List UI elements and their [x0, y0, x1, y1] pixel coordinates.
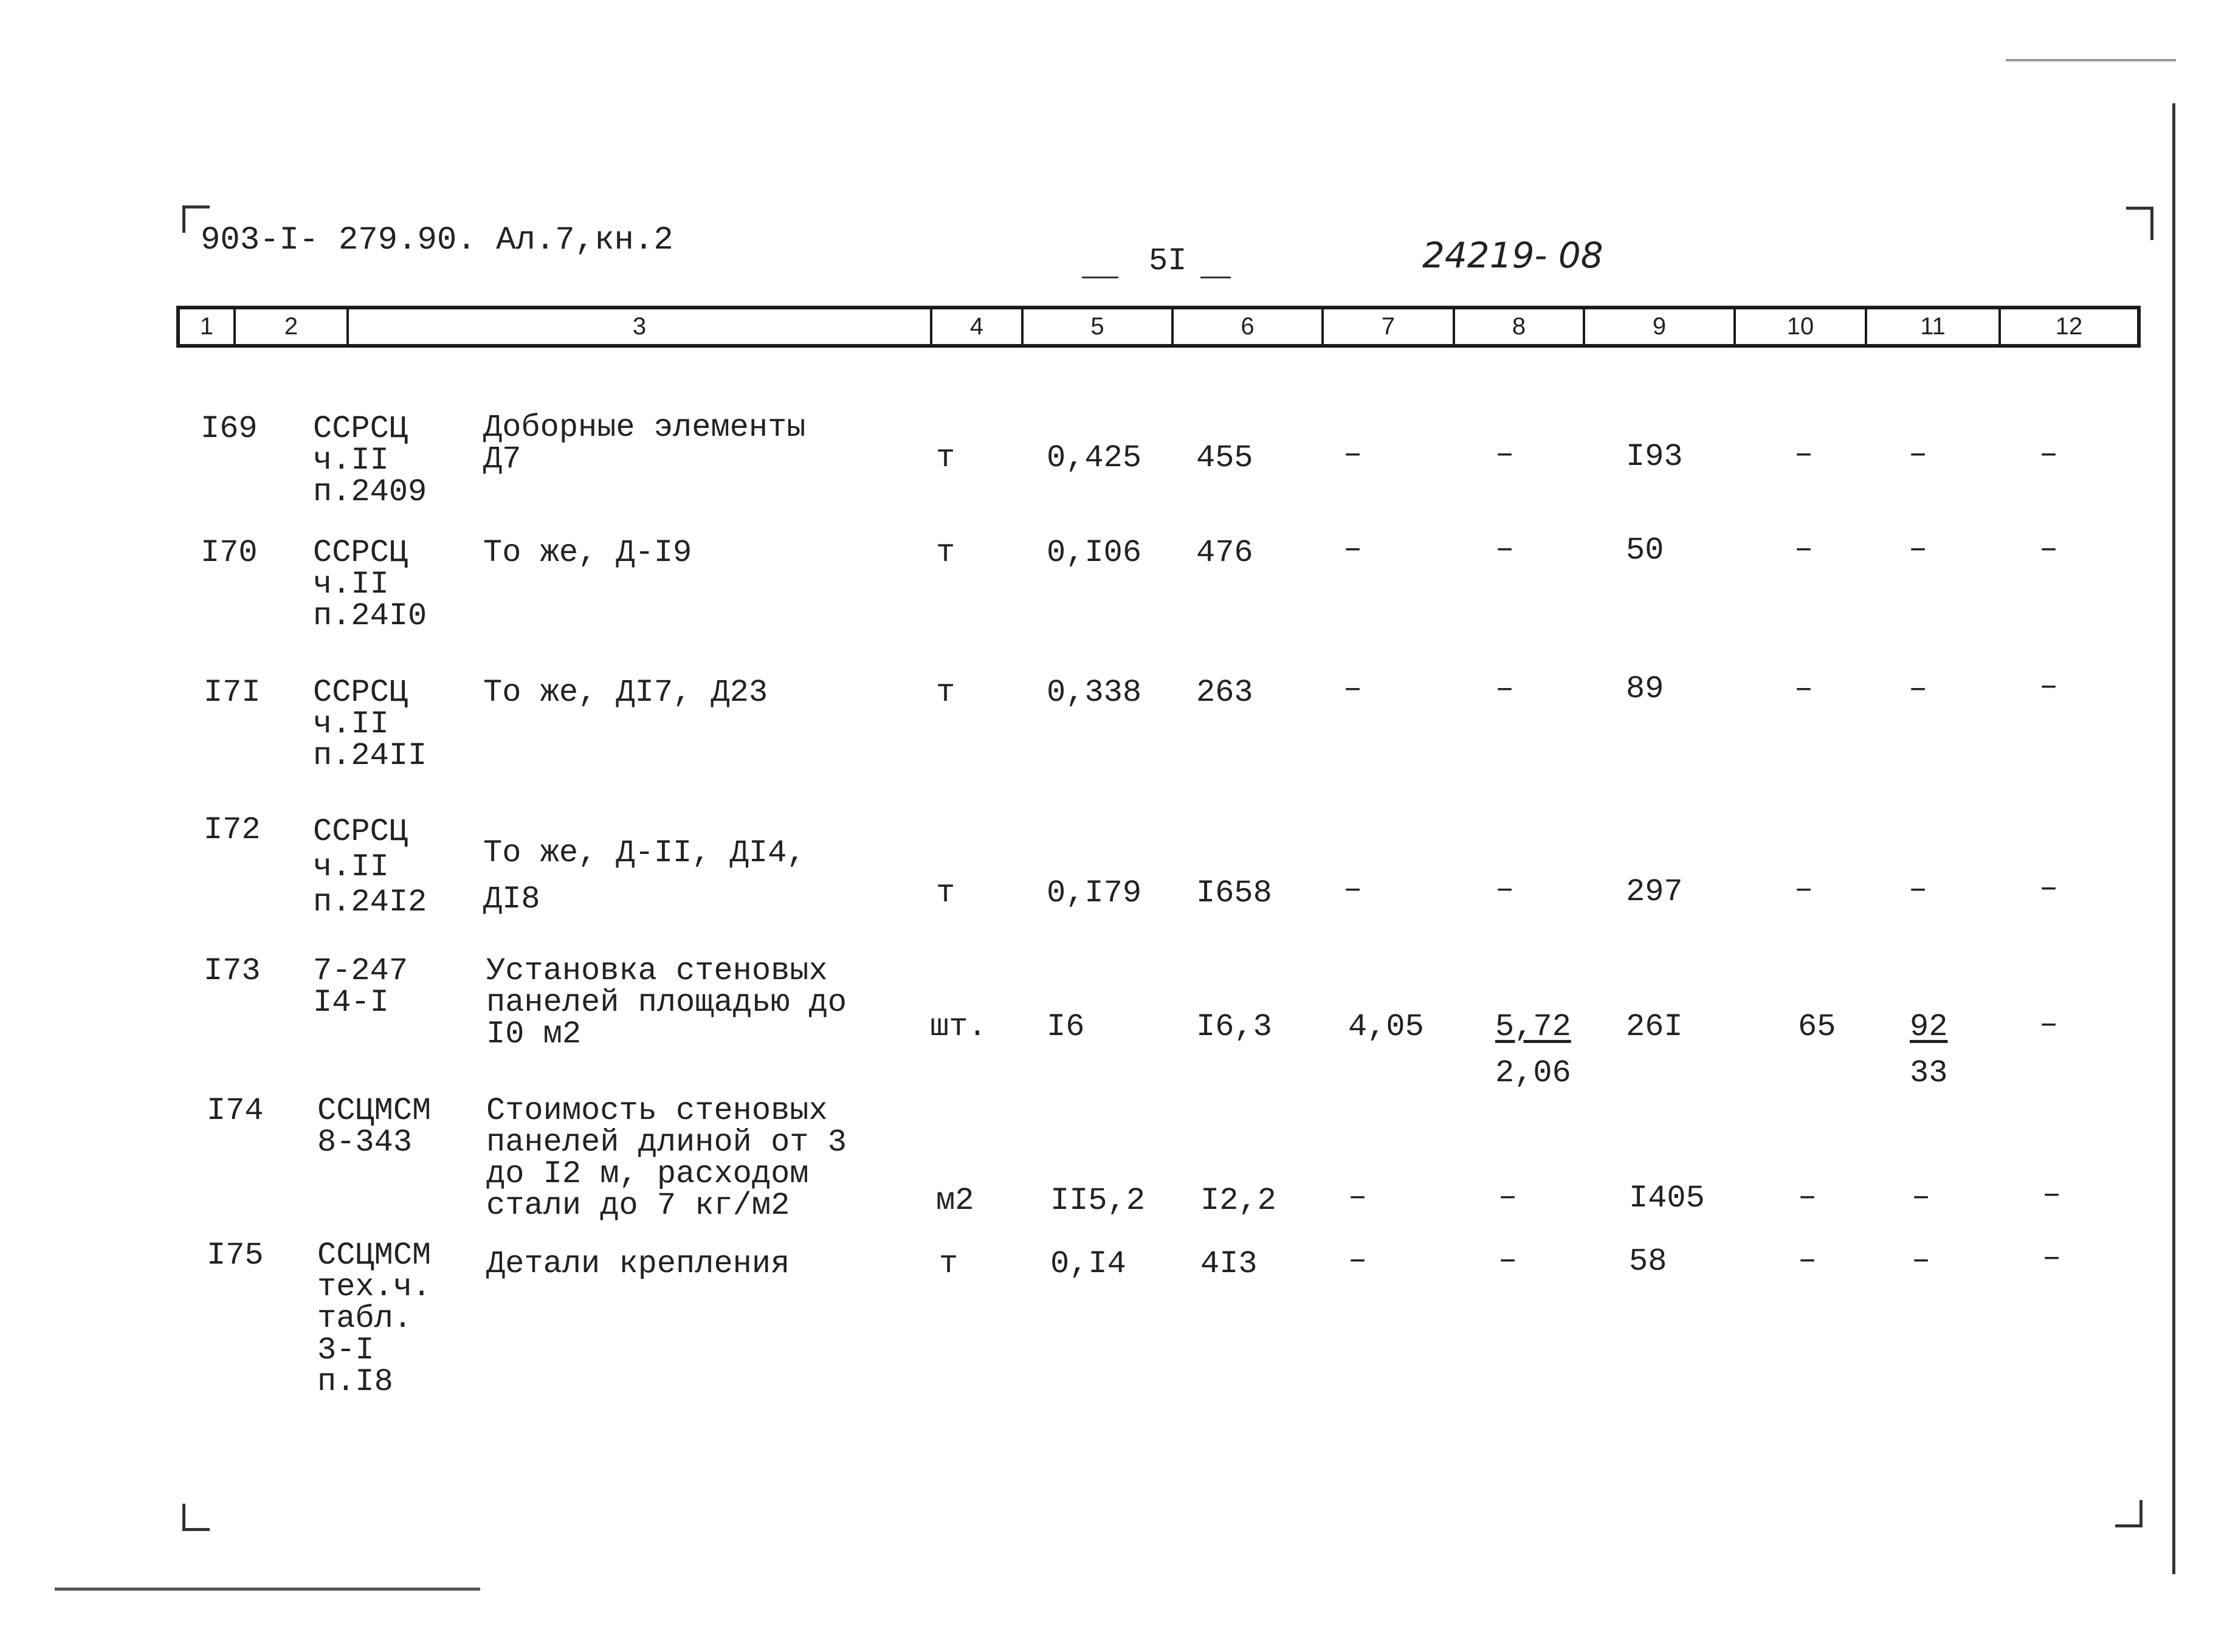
bottom-left-scan-line [55, 1588, 480, 1591]
right-scan-edge [2172, 103, 2175, 1574]
row-number: I69 [201, 411, 258, 447]
corner-bottom-right [2115, 1500, 2143, 1527]
column-header-row [176, 306, 2141, 348]
row-col5: 0,I4 [1050, 1246, 1126, 1282]
row-col8: – [1495, 872, 1515, 907]
row-col8: – [1495, 671, 1515, 707]
column-header: 9 [1585, 309, 1736, 344]
row-col10: – [1794, 671, 1814, 707]
row-col11: – [1909, 436, 1928, 472]
row-col8-numerator: 5,72 [1495, 1009, 1571, 1045]
row-name: Установка стеновых панелей площадью до I0 м2 [486, 953, 847, 1052]
row-reference: ССРСЦ ч.II п.24II [313, 675, 427, 774]
row-col6: 4I3 [1200, 1246, 1258, 1282]
row-reference: 7-247 I4-I [313, 953, 408, 1020]
row-number: I75 [207, 1237, 264, 1273]
top-right-scan-line [2006, 59, 2176, 61]
row-col9: 58 [1629, 1244, 1667, 1279]
row-col9: 26I [1626, 1009, 1683, 1045]
row-reference: ССЦМСМ 8-343 [317, 1093, 432, 1160]
row-col10: – [1794, 872, 1814, 907]
row-col6: I6,3 [1196, 1009, 1272, 1045]
row-col5: 0,I79 [1047, 875, 1142, 911]
row-number: I7I [204, 675, 261, 711]
row-col7: – [1348, 1242, 1368, 1278]
row-col10: – [1794, 436, 1814, 472]
row-col11: – [1912, 1242, 1931, 1278]
row-col11: – [1909, 671, 1928, 707]
handwritten-number: 24219- 08 [1422, 235, 1603, 276]
column-header: 10 [1736, 309, 1867, 344]
row-col10: 65 [1798, 1009, 1836, 1045]
row-col5: 0,425 [1047, 440, 1142, 476]
row-reference: ССРСЦ ч.II п.24I0 [313, 535, 427, 634]
row-unit: м2 [936, 1183, 974, 1219]
row-unit: шт. [930, 1009, 987, 1045]
row-col11: – [1909, 531, 1928, 567]
corner-top-right [2126, 207, 2153, 240]
row-col10: – [1794, 531, 1814, 567]
row-name: То же, Д-II, ДI4, ДI8 [483, 835, 806, 917]
row-reference-line1 [313, 814, 427, 920]
page-number-dash-left [1082, 277, 1118, 278]
row-number: I72 [204, 812, 261, 848]
page-number-dash-right [1200, 277, 1231, 278]
row-unit: т [936, 675, 955, 711]
row-col12: – [2042, 1240, 2062, 1276]
column-header: 7 [1324, 309, 1455, 344]
row-name: Детали крепления [486, 1246, 790, 1282]
row-col10: – [1798, 1242, 1817, 1278]
row-col9: 89 [1626, 671, 1664, 707]
column-header: 1 [180, 309, 236, 344]
row-name: То же, Д-I9 [483, 535, 692, 571]
row-unit: т [936, 535, 955, 571]
column-header: 5 [1024, 309, 1174, 344]
row-col8: – [1498, 1179, 1518, 1215]
column-header: 3 [349, 309, 932, 344]
row-col8: – [1498, 1242, 1518, 1278]
row-col8: – [1495, 531, 1515, 567]
row-col10: – [1798, 1179, 1817, 1215]
row-number: I74 [207, 1093, 264, 1129]
row-name: Доборные элементы Д7 [483, 410, 806, 477]
row-col8-denominator: 2,06 [1495, 1055, 1571, 1091]
page-number: 5I [1149, 243, 1187, 279]
row-reference: ССРСЦ ч.II п.24I2 [313, 814, 427, 920]
row-number: I70 [201, 535, 258, 571]
column-header: 4 [932, 309, 1024, 344]
column-header: 6 [1174, 309, 1324, 344]
row-unit: т [936, 440, 955, 476]
document-code: 903-I- 279.90. Ал.7,кн.2 [201, 222, 673, 259]
row-col7: – [1348, 1179, 1368, 1215]
row-col12: – [2039, 436, 2059, 472]
row-col7: 4,05 [1348, 1009, 1424, 1045]
row-col7: – [1343, 531, 1363, 567]
row-col9: 50 [1626, 532, 1664, 568]
row-col12: – [2039, 1007, 2059, 1042]
column-header: 8 [1455, 309, 1585, 344]
row-name: Стоимость стеновых панелей длиной от 3 до I2 м, расходом стали до 7 кг/м2 [486, 1093, 847, 1224]
row-number: I73 [204, 953, 261, 989]
row-col6: I2,2 [1200, 1183, 1276, 1219]
row-col6: 455 [1196, 440, 1253, 476]
row-col5: 0,338 [1047, 675, 1142, 711]
row-col8: – [1495, 436, 1515, 472]
row-col5: 0,I06 [1047, 535, 1142, 571]
row-col9: I405 [1629, 1180, 1705, 1216]
row-unit: т [936, 875, 955, 911]
column-header: 11 [1867, 309, 2001, 344]
row-reference: ССЦМСМ тех.ч. табл. 3-I п.I8 [317, 1237, 432, 1400]
row-col11: – [1912, 1179, 1931, 1215]
row-col5: I6 [1047, 1009, 1085, 1045]
row-col12: – [2042, 1177, 2062, 1213]
row-col6: 263 [1196, 675, 1253, 711]
row-col5: II5,2 [1050, 1183, 1146, 1219]
row-col7: – [1343, 872, 1363, 907]
row-reference: ССРСЦ ч.II п.2409 [313, 411, 427, 510]
row-col6: I658 [1196, 875, 1272, 911]
row-col11-numerator: 92 [1910, 1009, 1948, 1045]
row-col11: – [1909, 872, 1928, 907]
row-unit: т [939, 1246, 959, 1282]
row-col12: – [2039, 870, 2059, 906]
row-col9: I93 [1626, 439, 1683, 475]
row-col7: – [1343, 436, 1363, 472]
column-header: 12 [2055, 313, 2083, 340]
corner-bottom-left [182, 1504, 210, 1531]
row-col11-denominator: 33 [1910, 1055, 1948, 1091]
row-col9: 297 [1626, 874, 1683, 910]
column-header: 2 [236, 309, 349, 344]
row-col12: – [2039, 669, 2059, 704]
row-col12: – [2039, 531, 2059, 567]
row-name: То же, ДI7, Д23 [483, 675, 768, 711]
row-col6: 476 [1196, 535, 1253, 571]
row-col7: – [1343, 671, 1363, 707]
